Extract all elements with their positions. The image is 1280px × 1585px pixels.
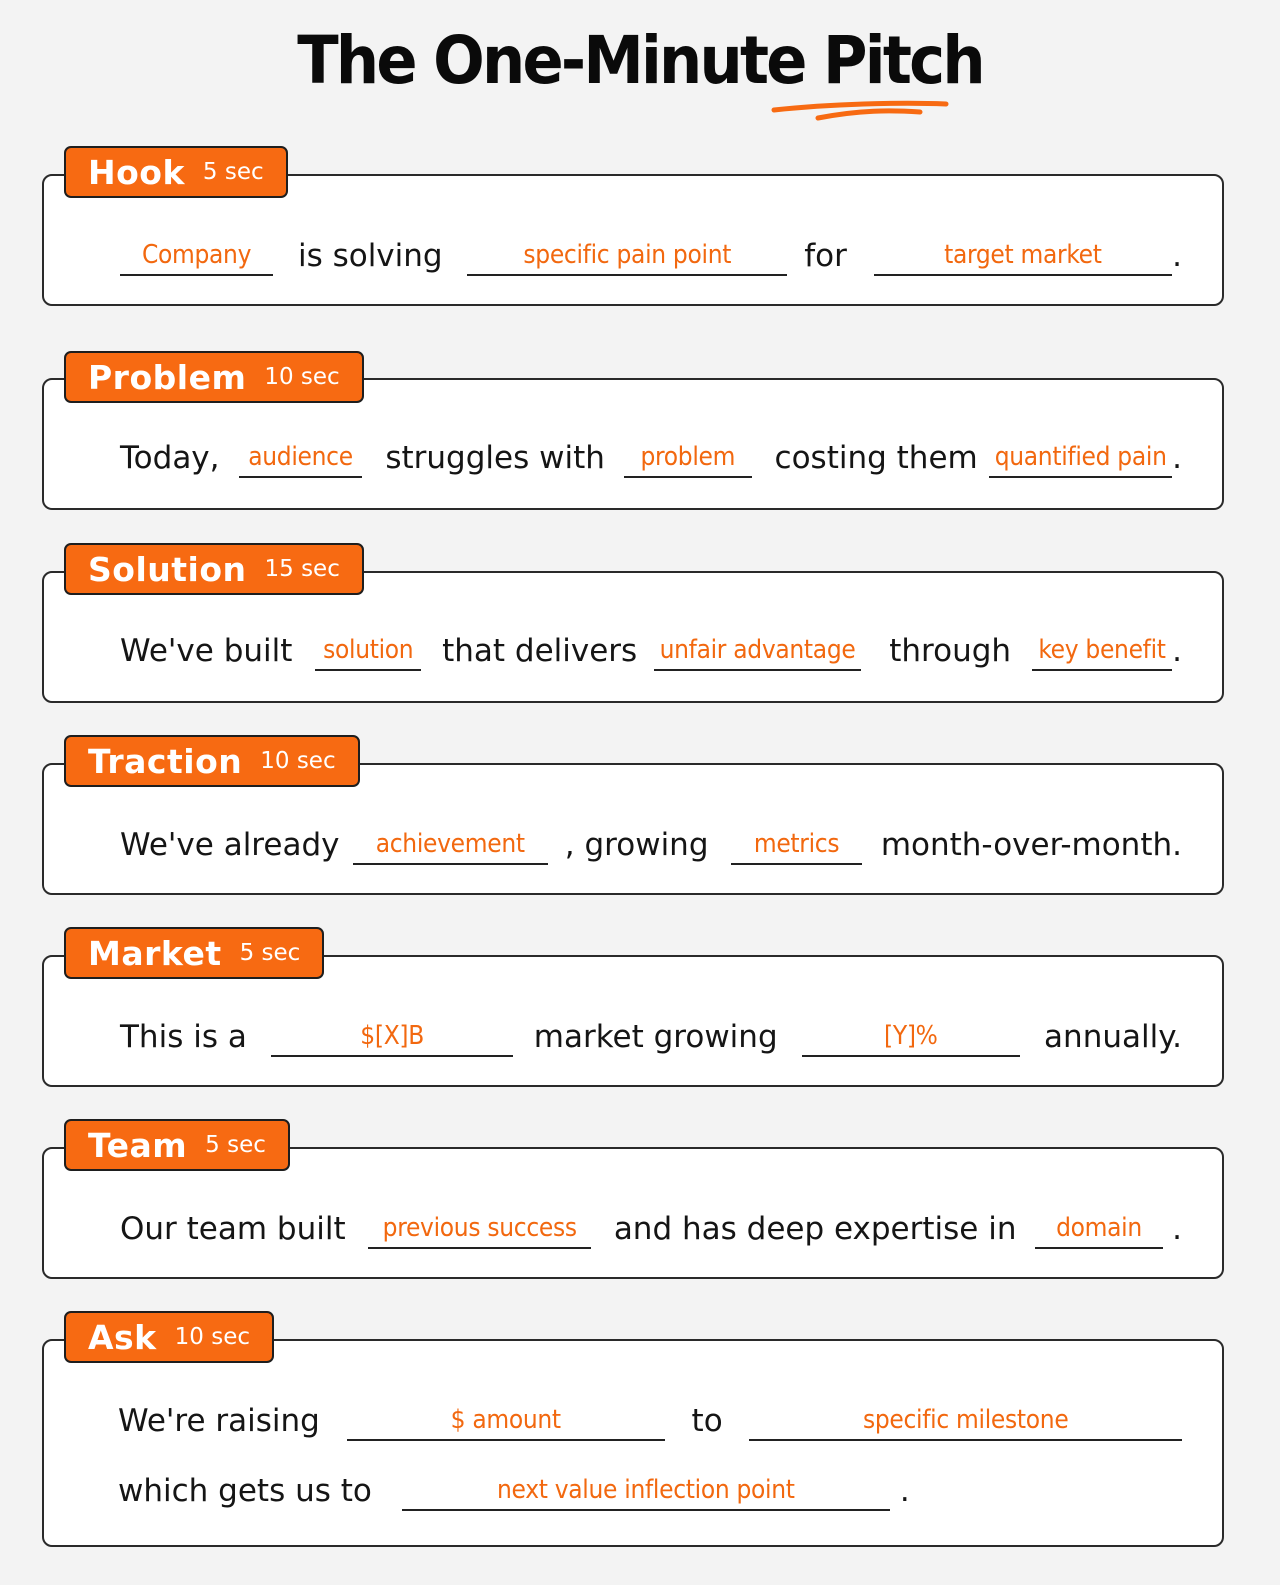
solution-solution-blank[interactable] xyxy=(315,621,421,671)
blank-hint-text: unfair advantage xyxy=(659,635,856,665)
problem-time: 10 sec xyxy=(264,364,340,390)
problem-label: Problem xyxy=(88,357,247,397)
blank-hint-text: domain xyxy=(1056,1213,1142,1243)
solution-benefit-blank[interactable] xyxy=(1032,621,1172,671)
market-growth-blank[interactable] xyxy=(802,1007,1020,1057)
hook-target-market-blank[interactable] xyxy=(874,226,1173,276)
blank-hint-text: $[X]B xyxy=(360,1021,424,1051)
traction-text: month-over-month. xyxy=(880,827,1182,863)
solution-text: that delivers xyxy=(442,633,638,669)
problem-period: . xyxy=(1172,440,1183,476)
problem-text: struggles with xyxy=(385,440,605,476)
blank-hint-text: previous success xyxy=(382,1213,577,1243)
ask-milestone-blank[interactable] xyxy=(749,1391,1182,1441)
team-label: Team xyxy=(88,1125,188,1165)
ask-label: Ask xyxy=(88,1317,157,1357)
blank-hint-text: quantified pain xyxy=(994,442,1167,472)
team-tag xyxy=(64,1119,290,1171)
ask-time: 10 sec xyxy=(174,1324,250,1350)
traction-text: We've already xyxy=(120,827,340,863)
blank-hint-text: [Y]% xyxy=(884,1021,938,1051)
blank-hint-text: Company xyxy=(141,240,252,270)
solution-label: Solution xyxy=(88,549,247,589)
problem-quantified-pain-blank[interactable] xyxy=(989,428,1172,478)
hook-time: 5 sec xyxy=(202,159,264,185)
team-previous-success-blank[interactable] xyxy=(368,1199,591,1249)
ask-text: We're raising xyxy=(118,1403,320,1439)
blank-hint-text: specific milestone xyxy=(862,1405,1069,1435)
team-time: 5 sec xyxy=(205,1132,266,1158)
blank-hint-text: next value inflection point xyxy=(497,1475,795,1505)
hook-label: Hook xyxy=(88,152,185,192)
hook-text: is solving xyxy=(297,238,443,274)
traction-label: Traction xyxy=(88,741,243,781)
blank-hint-text: problem xyxy=(640,442,736,472)
market-text: market growing xyxy=(533,1019,778,1055)
blank-hint-text: audience xyxy=(248,442,353,472)
blank-hint-text: achievement xyxy=(375,829,525,859)
market-text: annually. xyxy=(1044,1019,1182,1055)
solution-time: 15 sec xyxy=(264,556,340,582)
ask-tag xyxy=(64,1311,274,1363)
traction-text: , growing xyxy=(564,827,709,863)
ask-inflection-point-blank[interactable] xyxy=(402,1461,890,1511)
blank-hint-text: $ amount xyxy=(450,1405,561,1435)
traction-metrics-blank[interactable] xyxy=(731,815,862,865)
blank-hint-text: solution xyxy=(323,635,414,665)
team-domain-blank[interactable] xyxy=(1035,1199,1163,1249)
market-tag xyxy=(64,927,324,979)
solution-advantage-blank[interactable] xyxy=(654,621,861,671)
ask-card xyxy=(42,1339,1224,1547)
traction-achievement-blank[interactable] xyxy=(353,815,548,865)
solution-period: . xyxy=(1172,633,1182,669)
title-underline xyxy=(770,96,950,126)
page-title: The One-Minute Pitch xyxy=(297,22,983,99)
hook-pain-point-blank[interactable] xyxy=(467,226,787,276)
hook-company-blank[interactable] xyxy=(120,226,273,276)
solution-tag xyxy=(64,543,364,595)
blank-hint-text: specific pain point xyxy=(523,240,732,270)
ask-text: to xyxy=(691,1403,723,1439)
market-text: This is a xyxy=(120,1019,247,1055)
blank-hint-text: target market xyxy=(944,240,1102,270)
market-time: 5 sec xyxy=(239,940,301,966)
problem-text: costing them xyxy=(774,440,978,476)
hook-tag xyxy=(64,146,288,198)
traction-tag xyxy=(64,735,360,787)
team-period: . xyxy=(1172,1211,1182,1247)
team-text: and has deep expertise in xyxy=(613,1211,1017,1247)
solution-text: through xyxy=(889,633,1012,669)
market-size-blank[interactable] xyxy=(271,1007,513,1057)
problem-audience-blank[interactable] xyxy=(239,428,363,478)
hook-text: for xyxy=(804,238,847,274)
blank-hint-text: metrics xyxy=(753,829,840,859)
team-text: Our team built xyxy=(120,1211,346,1247)
problem-problem-blank[interactable] xyxy=(624,428,752,478)
traction-time: 10 sec xyxy=(260,748,336,774)
problem-text: Today, xyxy=(120,440,220,476)
ask-amount-blank[interactable] xyxy=(347,1391,665,1441)
solution-text: We've built xyxy=(120,633,293,669)
ask-period: . xyxy=(899,1473,910,1509)
problem-tag xyxy=(64,351,364,403)
blank-hint-text: key benefit xyxy=(1038,635,1166,665)
hook-period: . xyxy=(1172,238,1182,274)
ask-text: which gets us to xyxy=(118,1473,372,1509)
market-label: Market xyxy=(88,933,222,973)
